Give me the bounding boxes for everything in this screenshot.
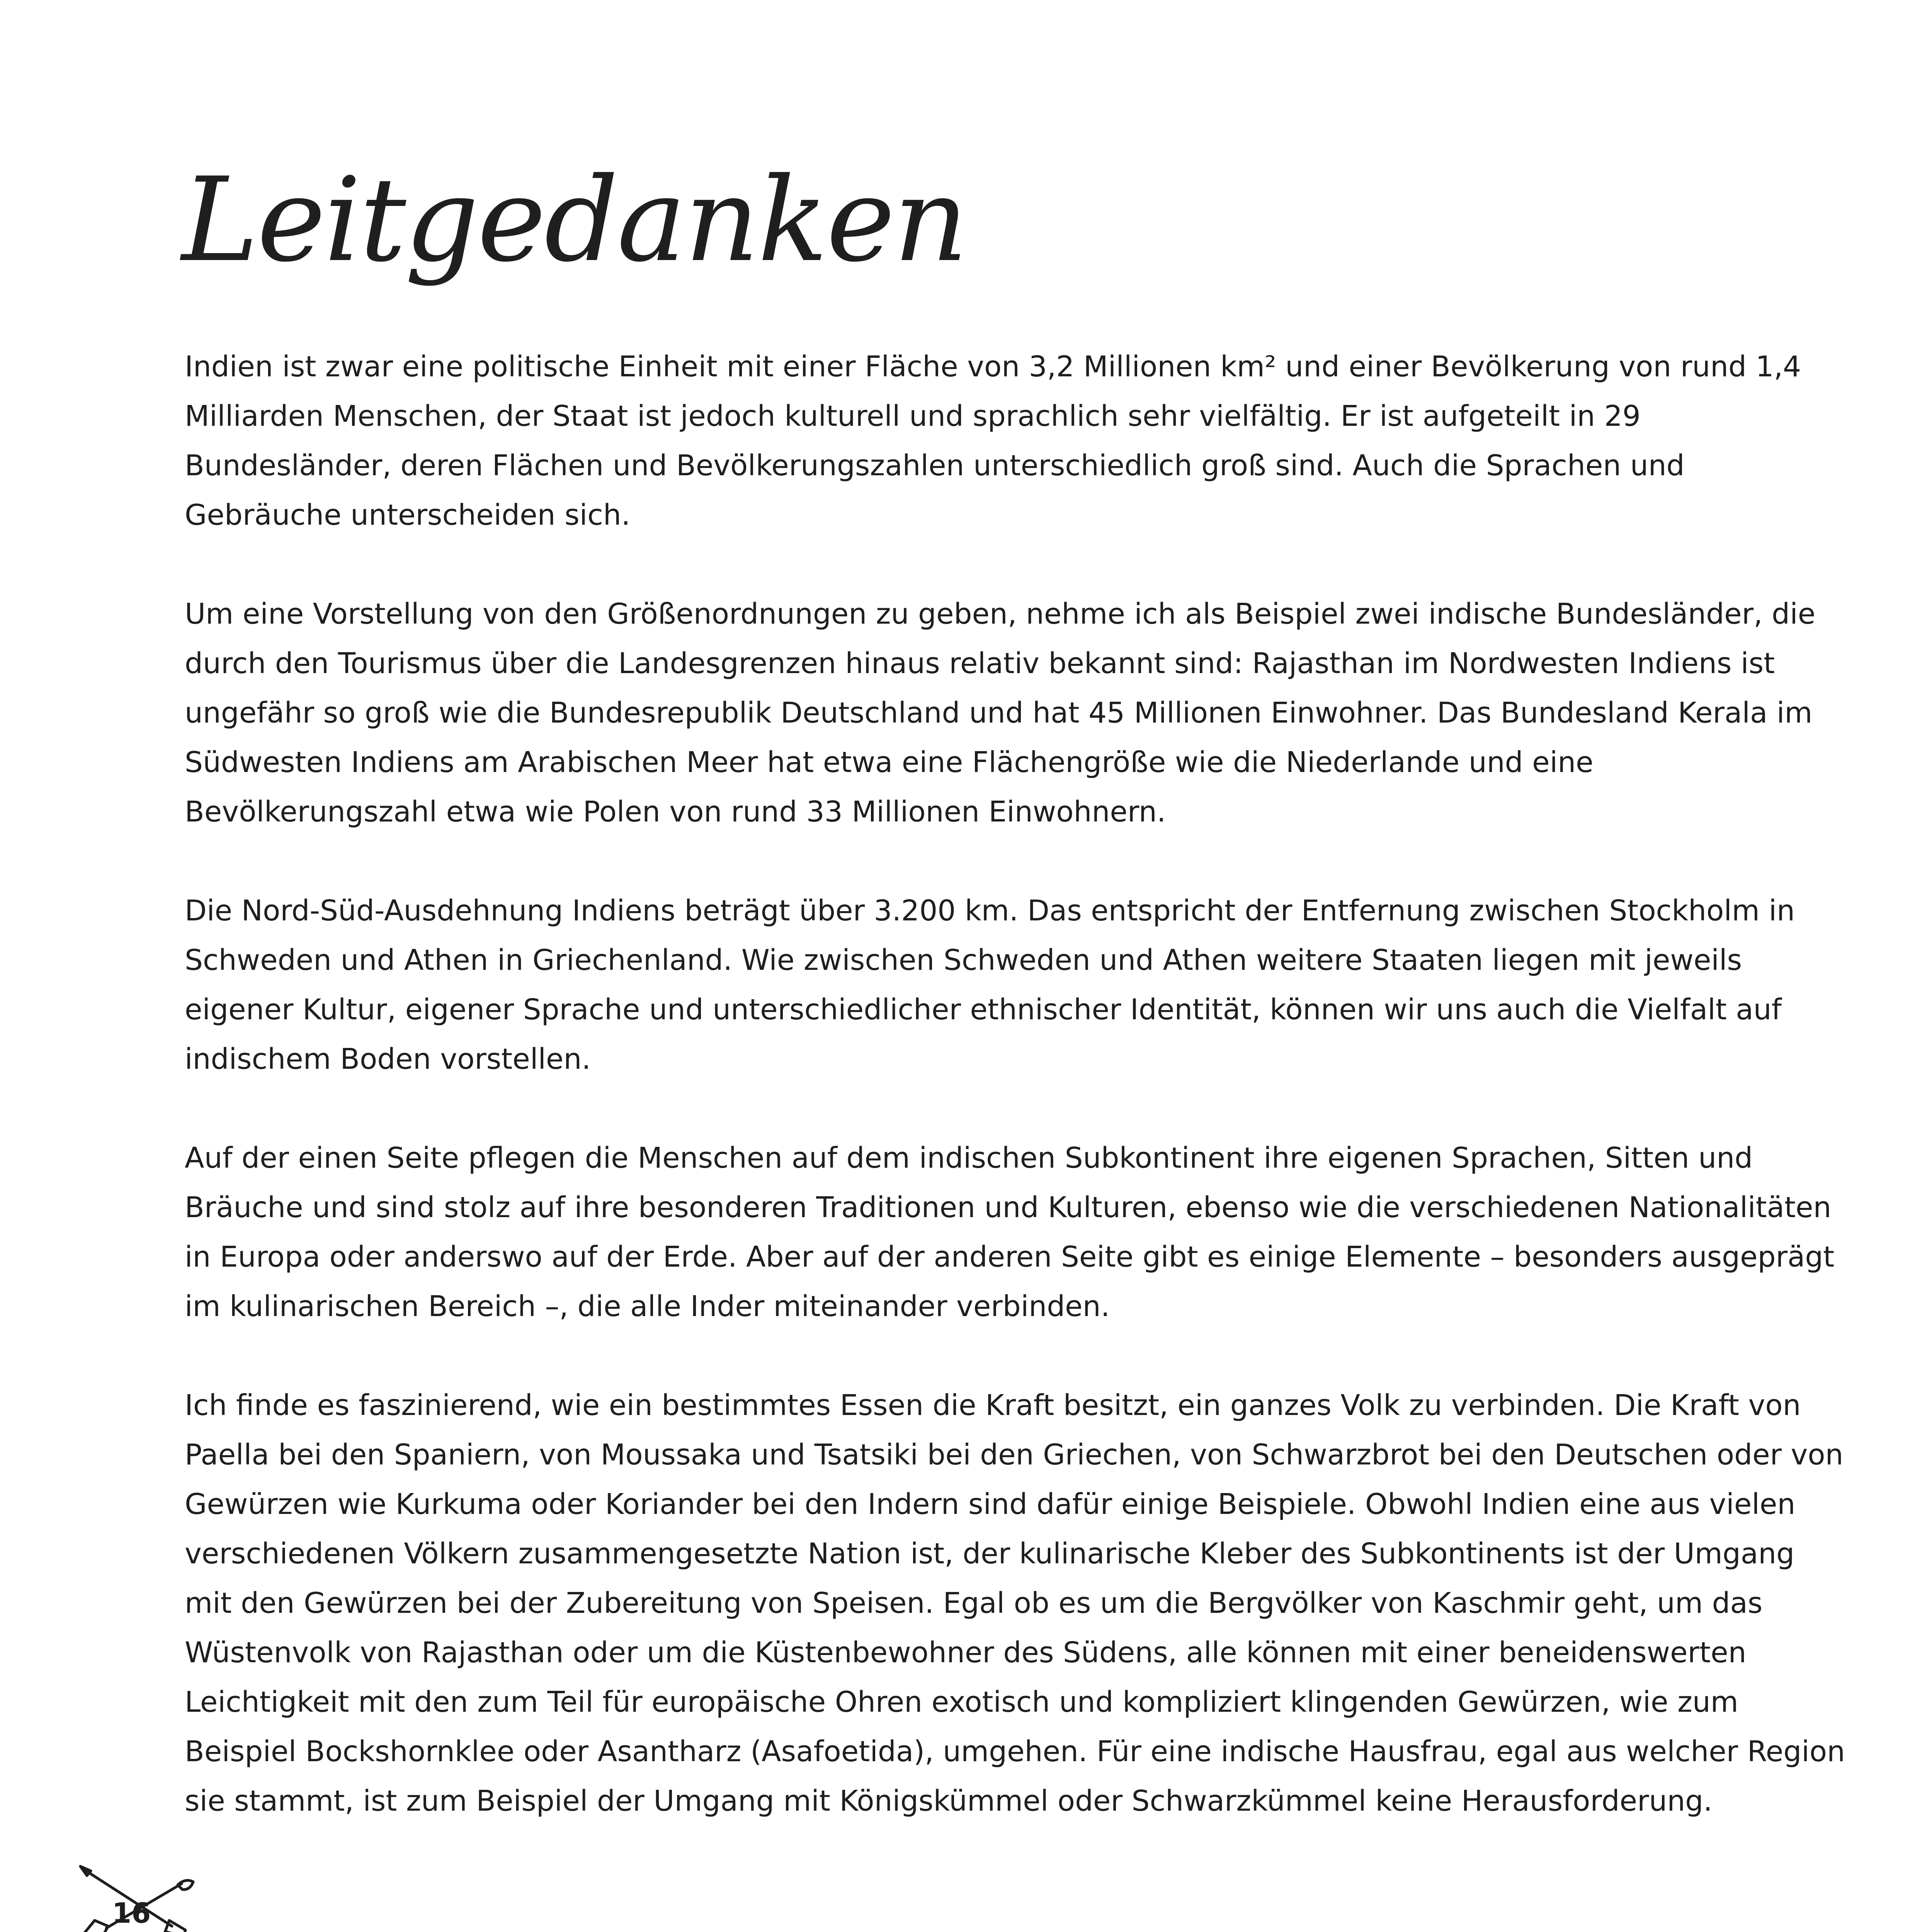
page-footer — [70, 1862, 209, 1932]
paragraph-1: Indien ist zwar eine politische Einheit mit einer Fläche von 3,2 Millionen km² und einer Bevölkerung von rund 1,4 Milliarden Menschen, der Staat ist jedoch kulturell und sprachlich sehr vielfältig. Er ist aufgeteilt in 29 Bundesländer, deren Flächen und Bevölkerungszahlen unterschiedlich groß sind. Auch die Sprachen und Gebräuche unterscheiden sich. — [185, 350, 1801, 532]
paragraph-4: Auf der einen Seite pflegen die Menschen auf dem indischen Subkontinent ihre eigenen Sprachen, Sitten und Bräuche und sind stolz auf ihre besonderen Traditionen und Kulturen, ebenso wie die verschiedenen Nationalitäten in Europa oder anderswo auf der Erde. Aber auf der anderen Seite gibt es einige Elemente – besonders ausgeprägt im kulinarischen Bereich –, die alle Inder miteinander verbinden. — [185, 1141, 1835, 1323]
paragraph-5: Ich finde es faszinierend, wie ein bestimmtes Essen die Kraft besitzt, ein ganzes Volk zu verbinden. Die Kraft von Paella bei den Spaniern, von Moussaka und Tsatsiki bei den Griechen, von Schwarzbrot bei den Deutschen oder von Gewürzen wie Kurkuma oder Koriander bei den Indern sind dafür einige Beispiele. Obwohl Indien eine aus vielen verschiedenen Völkern zusammengesetzte Nation ist, der kulinarische Kleber des Subkontinents ist der Umgang mit den Gewürzen bei der Zubereitung von Speisen. Egal ob es um die Bergvölker von Kaschmir geht, um das Wüstenvolk von Rajasthan oder um die Küstenbewohner des Südens, alle können mit einer beneidenswerten Leichtigkeit mit den zum Teil für europäische Ohren exotisch und kompliziert klingenden Gewürzen, wie zum Beispiel Bockshornklee oder Asantharz (Asafoetida), umgehen. Für eine indische Hausfrau, egal aus welcher Region sie stammt, ist zum Beispiel der Umgang mit Königskümmel oder Schwarzkümmel keine Herausforderung. — [185, 1389, 1845, 1818]
page-number: 16 — [112, 1897, 151, 1929]
paragraph-2: Um eine Vorstellung von den Größenordnungen zu geben, nehme ich als Beispiel zwei indische Bundesländer, die durch den Tourismus über die Landesgrenzen hinaus relativ bekannt sind: Rajasthan im Nordwesten Indiens ist ungefähr so groß wie die Bundesrepublik Deutschland und hat 45 Millionen Einwohner. Das Bundesland Kerala im Südwesten Indiens am Arabischen Meer hat etwa eine Flächengröße wie die Niederlande und eine Bevölkerungszahl etwa wie Polen von rund 33 Millionen Einwohnern. — [185, 597, 1816, 828]
page-title: Leitgedanken — [182, 153, 967, 287]
body-text — [185, 342, 1846, 1875]
paragraph-3: Die Nord-Süd-Ausdehnung Indiens beträgt über 3.200 km. Das entspricht der Entfernung zwischen Stockholm in Schweden und Athen in Griechenland. Wie zwischen Schweden und Athen weitere Staaten liegen mit jeweils eigener Kultur, eigener Sprache und unterschiedlicher ethnischer Identität, können wir uns auch die Vielfalt auf indischem Boden vorstellen. — [185, 894, 1795, 1076]
